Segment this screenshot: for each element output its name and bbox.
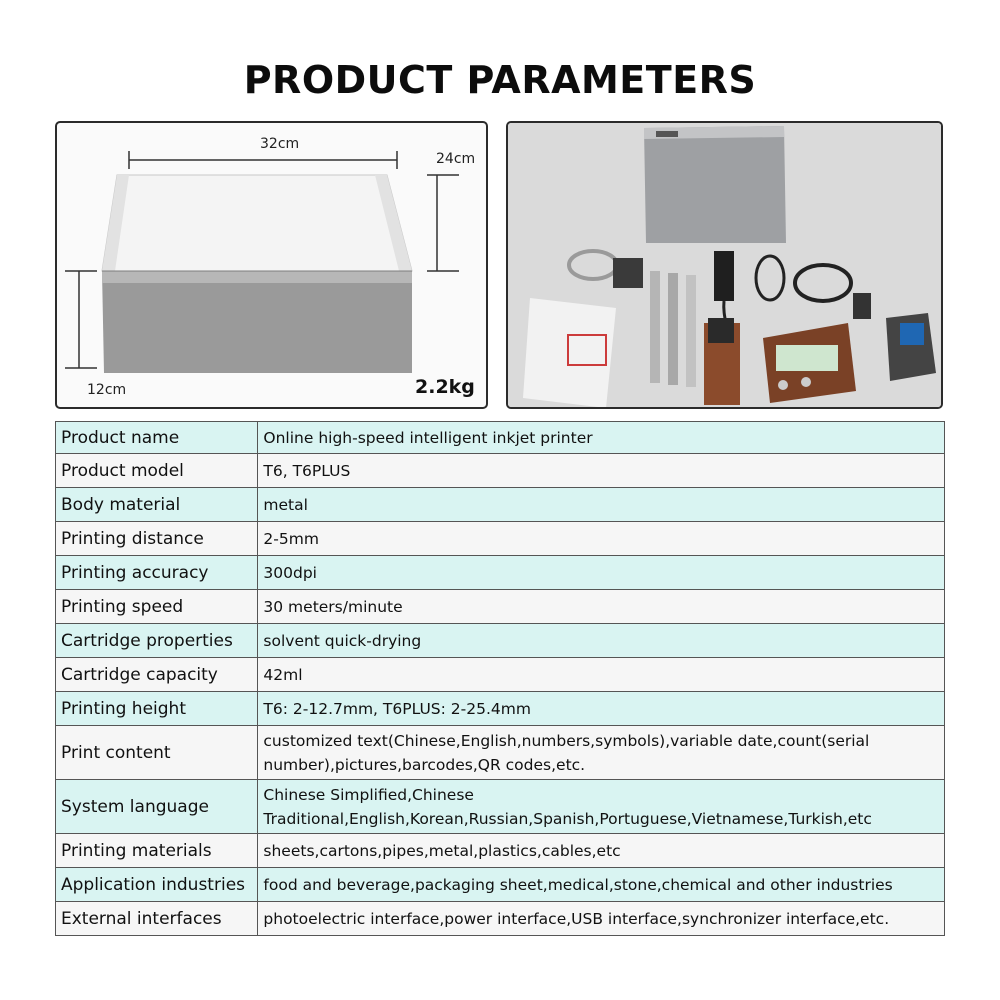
spec-value: 30 meters/minute (258, 590, 945, 624)
table-row (56, 556, 945, 590)
spec-label: Printing speed (56, 590, 258, 624)
spec-value: solvent quick-drying (258, 624, 945, 658)
spec-value: photoelectric interface,power interface,USB interface,synchronizer interface,etc. (258, 902, 945, 936)
spec-label: Cartridge capacity (56, 658, 258, 692)
table-row (56, 624, 945, 658)
spec-value: Online high-speed intelligent inkjet printer (258, 422, 945, 454)
spec-label: Printing height (56, 692, 258, 726)
spec-value: sheets,cartons,pipes,metal,plastics,cables,etc (258, 834, 945, 868)
table-row (56, 488, 945, 522)
table-row (56, 868, 945, 902)
box-dimensions-panel (55, 121, 488, 409)
spec-table (55, 421, 945, 936)
spec-label: Print content (56, 726, 258, 780)
table-row (56, 590, 945, 624)
box-height-label: 24cm (436, 151, 476, 167)
spec-label: External interfaces (56, 902, 258, 936)
spec-value: T6: 2-12.7mm, T6PLUS: 2-25.4mm (258, 692, 945, 726)
table-row (56, 454, 945, 488)
spec-value: metal (258, 488, 945, 522)
spec-value: 2-5mm (258, 522, 945, 556)
table-row (56, 522, 945, 556)
spec-label: Product model (56, 454, 258, 488)
table-row (56, 780, 945, 834)
table-row (56, 692, 945, 726)
box-width-label: 12cm (87, 382, 127, 398)
box-length-label: 32cm (260, 136, 300, 152)
spec-value: customized text(Chinese,English,numbers,symbols),variable date,count(serial number),pictures,barcodes,QR codes,etc. (258, 726, 945, 780)
spec-value: 42ml (258, 658, 945, 692)
spec-label: Printing distance (56, 522, 258, 556)
box-weight-label: 2.2kg (415, 376, 475, 398)
spec-label: Product name (56, 422, 258, 454)
table-row (56, 726, 945, 780)
shipping-box-illustration (57, 123, 488, 409)
spec-label: Printing materials (56, 834, 258, 868)
spec-value: food and beverage,packaging sheet,medical,stone,chemical and other industries (258, 868, 945, 902)
spec-label: Printing accuracy (56, 556, 258, 590)
page-title: PRODUCT PARAMETERS (243, 58, 757, 102)
table-row (56, 658, 945, 692)
spec-label: Cartridge properties (56, 624, 258, 658)
spec-label: Application industries (56, 868, 258, 902)
spec-value: 300dpi (258, 556, 945, 590)
spec-value: Chinese Simplified,Chinese Traditional,English,Korean,Russian,Spanish,Portuguese,Vietnamese,Turkish,etc (258, 780, 945, 834)
package-contents-illustration (508, 123, 943, 409)
table-row (56, 834, 945, 868)
table-row (56, 902, 945, 936)
spec-label: System language (56, 780, 258, 834)
spec-label: Body material (56, 488, 258, 522)
spec-value: T6, T6PLUS (258, 454, 945, 488)
table-row (56, 422, 945, 454)
package-contents-panel (506, 121, 943, 409)
